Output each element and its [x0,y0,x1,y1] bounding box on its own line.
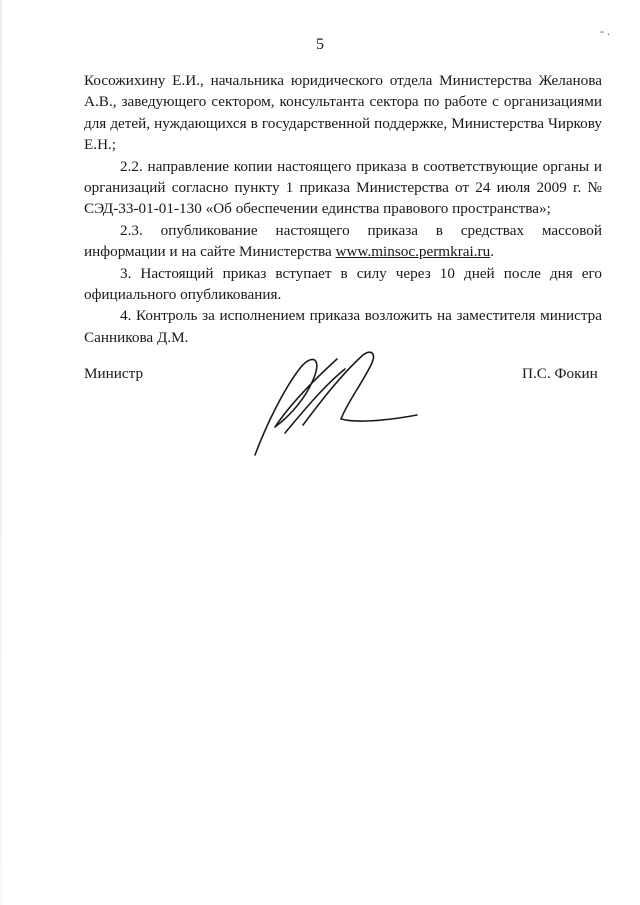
document-body [84,70,602,348]
paragraph-2-2: 2.2. направление копии настоящего приказа в соответствующие органы и организаций согласно пункту 1 приказа Министерства от 24 июля 2009 г. № СЭД-33-01-01-130 «Об обеспечении единства правового пространства»; [84,157,602,218]
signer-position: Министр [84,365,144,382]
paragraph-2-3-end: . [490,243,494,261]
handwritten-signature [245,345,425,460]
scan-corner-mark: - . [600,24,610,38]
paragraph-responsible-persons: Косожихину Е.И., начальника юридического отдела Министерства Желанова А.В., заведующего сектором, консультанта сектора по работе с организациями для детей, нуждающихся в государственной поддержке, Министерства Чиркову Е.Н.; [84,72,602,154]
paragraph-2-3-text: 2.3. опубликование настоящего приказа в средствах массовой информации и на сайте Министерства [84,221,602,261]
page-number: 5 [316,36,324,53]
signer-name: П.С. Фокин [522,365,598,382]
scan-edge [0,0,2,905]
paragraph-3: 3. Настоящий приказ вступает в силу через 10 дней после дня его официального опубликования. [84,264,602,304]
ministry-website-link[interactable]: www.minsoc.permkrai.ru [335,243,491,261]
paragraph-2-3 [84,220,602,263]
paragraph-4: 4. Контроль за исполнением приказа возложить на заместителя министра Санникова Д.М. [84,307,602,346]
